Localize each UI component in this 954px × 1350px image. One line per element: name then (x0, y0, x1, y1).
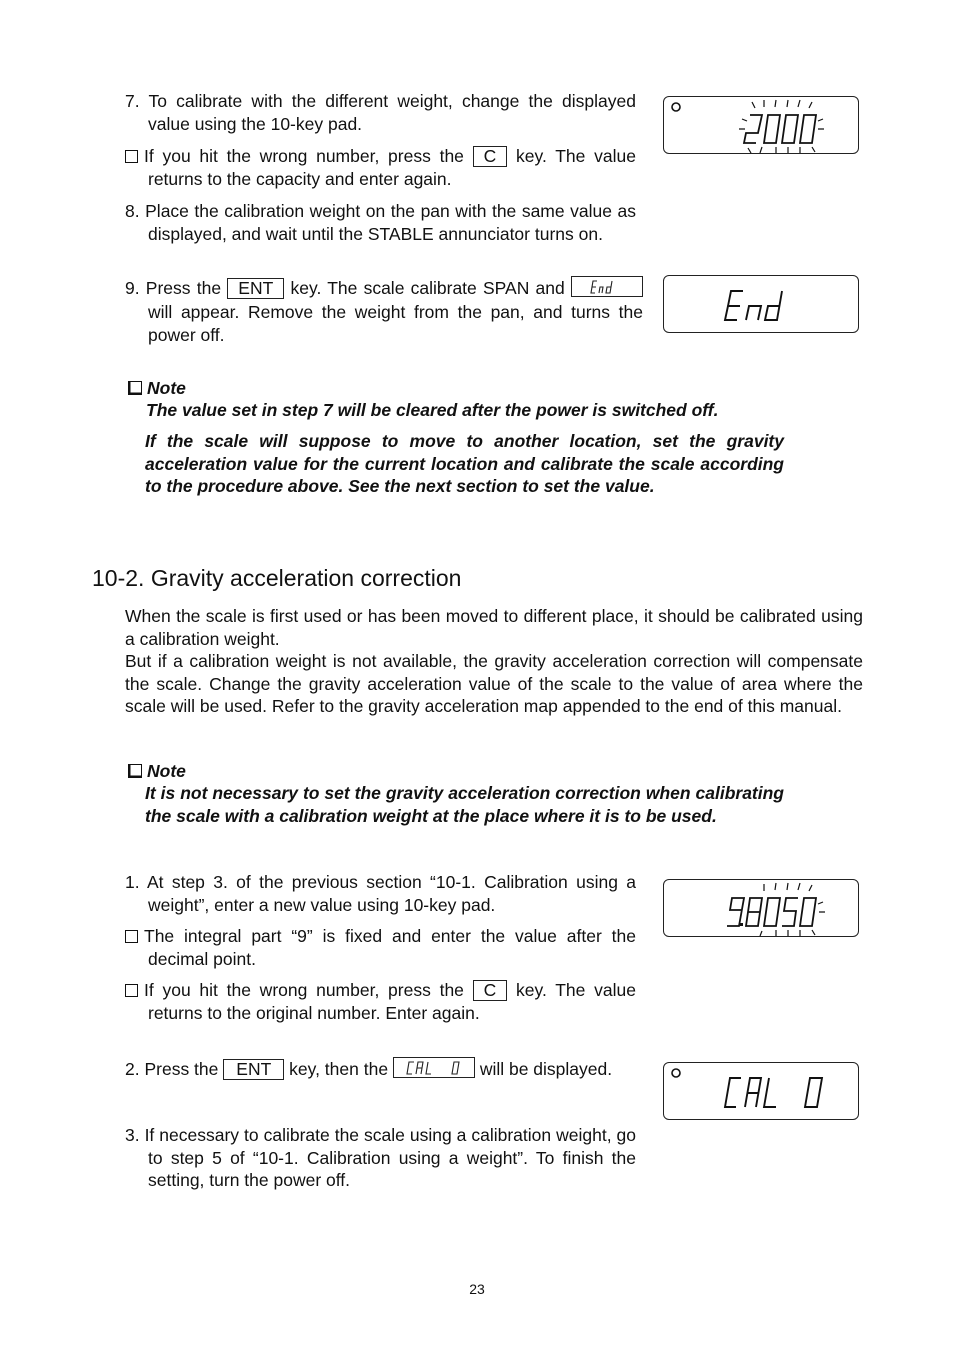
section-para-2 (125, 650, 863, 718)
g-step-2-before: 2. Press the (125, 1059, 219, 1079)
wrong-number-2-before: If you hit the wrong number, press the (144, 980, 464, 1000)
ent-key: ENT (227, 278, 284, 299)
cal-0-lcd-key (393, 1057, 475, 1078)
step-8-text: 8. Place the calibration weight on the pan with the same value as displayed, and wait until the STABLE annunciator turns on. (125, 201, 636, 244)
c-key: C (473, 980, 508, 1001)
section-para-1-text: When the scale is first used or has been moved to different place, it should be calibrated using a calibration weight. (125, 606, 863, 649)
section-para-1 (125, 605, 863, 650)
integral-text: The integral part “9” is fixed and enter the value after the decimal point. (144, 926, 636, 969)
note-icon (128, 764, 142, 778)
note-icon (128, 381, 142, 395)
note-1-label: Note (147, 378, 186, 398)
lcd-display-end (663, 275, 859, 333)
lcd-display-gravity (663, 879, 859, 937)
g-step-3 (125, 1124, 636, 1192)
step-9 (125, 276, 643, 348)
g-step-3-text: 3. If necessary to calibrate the scale using a calibration weight, go to step 5 of “10-1. Calibration using a weight”. To finish the setting, turn the power off. (125, 1125, 636, 1190)
step-9-before: 9. Press the (125, 278, 222, 298)
checkbox-icon (125, 150, 138, 163)
checkbox-icon (125, 930, 138, 943)
step-9-middle: key. The scale calibrate SPAN and (290, 278, 565, 298)
wrong-number-1-after: key. The value returns to the capacity and enter again. (148, 146, 636, 189)
step-8 (125, 200, 636, 245)
end-lcd-key (571, 276, 643, 297)
g-step-2-middle: key, then the (289, 1059, 389, 1079)
g-step-2 (125, 1057, 636, 1081)
section-heading: 10-2. Gravity acceleration correction (92, 565, 462, 591)
step-7-text: 7. To calibrate with the different weight, change the displayed value using the 10-key pad. (125, 91, 636, 134)
wrong-number-note-2 (125, 979, 636, 1024)
lcd-display-2000 (663, 96, 859, 154)
note-1-line-2: If the scale will suppose to move to another location, set the gravity acceleration value for the current location and calibrate the scale according to the procedure above. See the next section to set the value. (145, 431, 784, 496)
lcd-display-cal-0 (663, 1062, 859, 1120)
note-1-line-1: The value set in step 7 will be cleared after the power is switched off. (146, 400, 719, 420)
section-para-2-text: But if a calibration weight is not available, the gravity acceleration correction will compensate the scale. Change the gravity acceleration value of the scale to the value of area where the scale will be used. Refer to the gravity acceleration map appended to the end of this manual. (125, 651, 863, 716)
note-1-title (128, 377, 186, 399)
c-key: C (473, 146, 508, 167)
ent-key: ENT (223, 1059, 284, 1080)
g-step-1 (125, 871, 636, 916)
g-step-2-after: will be displayed. (479, 1059, 613, 1079)
step-9-after: will appear. Remove the weight from the pan, and turns the power off. (148, 301, 643, 345)
page-number: 23 (469, 1281, 485, 1297)
wrong-number-1-before: If you hit the wrong number, press the (144, 146, 464, 166)
g-step-1-text: 1. At step 3. of the previous section “10-1. Calibration using a weight”, enter a new value using 10-key pad. (125, 872, 636, 915)
note-2-title (128, 760, 186, 782)
wrong-number-note-1 (125, 145, 636, 190)
note-2-label: Note (147, 761, 186, 781)
note-2-body: It is not necessary to set the gravity acceleration correction when calibrating the scale with a calibration weight at the place where it is to be used. (145, 783, 784, 826)
wrong-number-2-after: key. The value returns to the original number. Enter again. (148, 980, 636, 1023)
checkbox-icon (125, 984, 138, 997)
step-7 (125, 90, 636, 135)
integral-note (125, 925, 636, 970)
